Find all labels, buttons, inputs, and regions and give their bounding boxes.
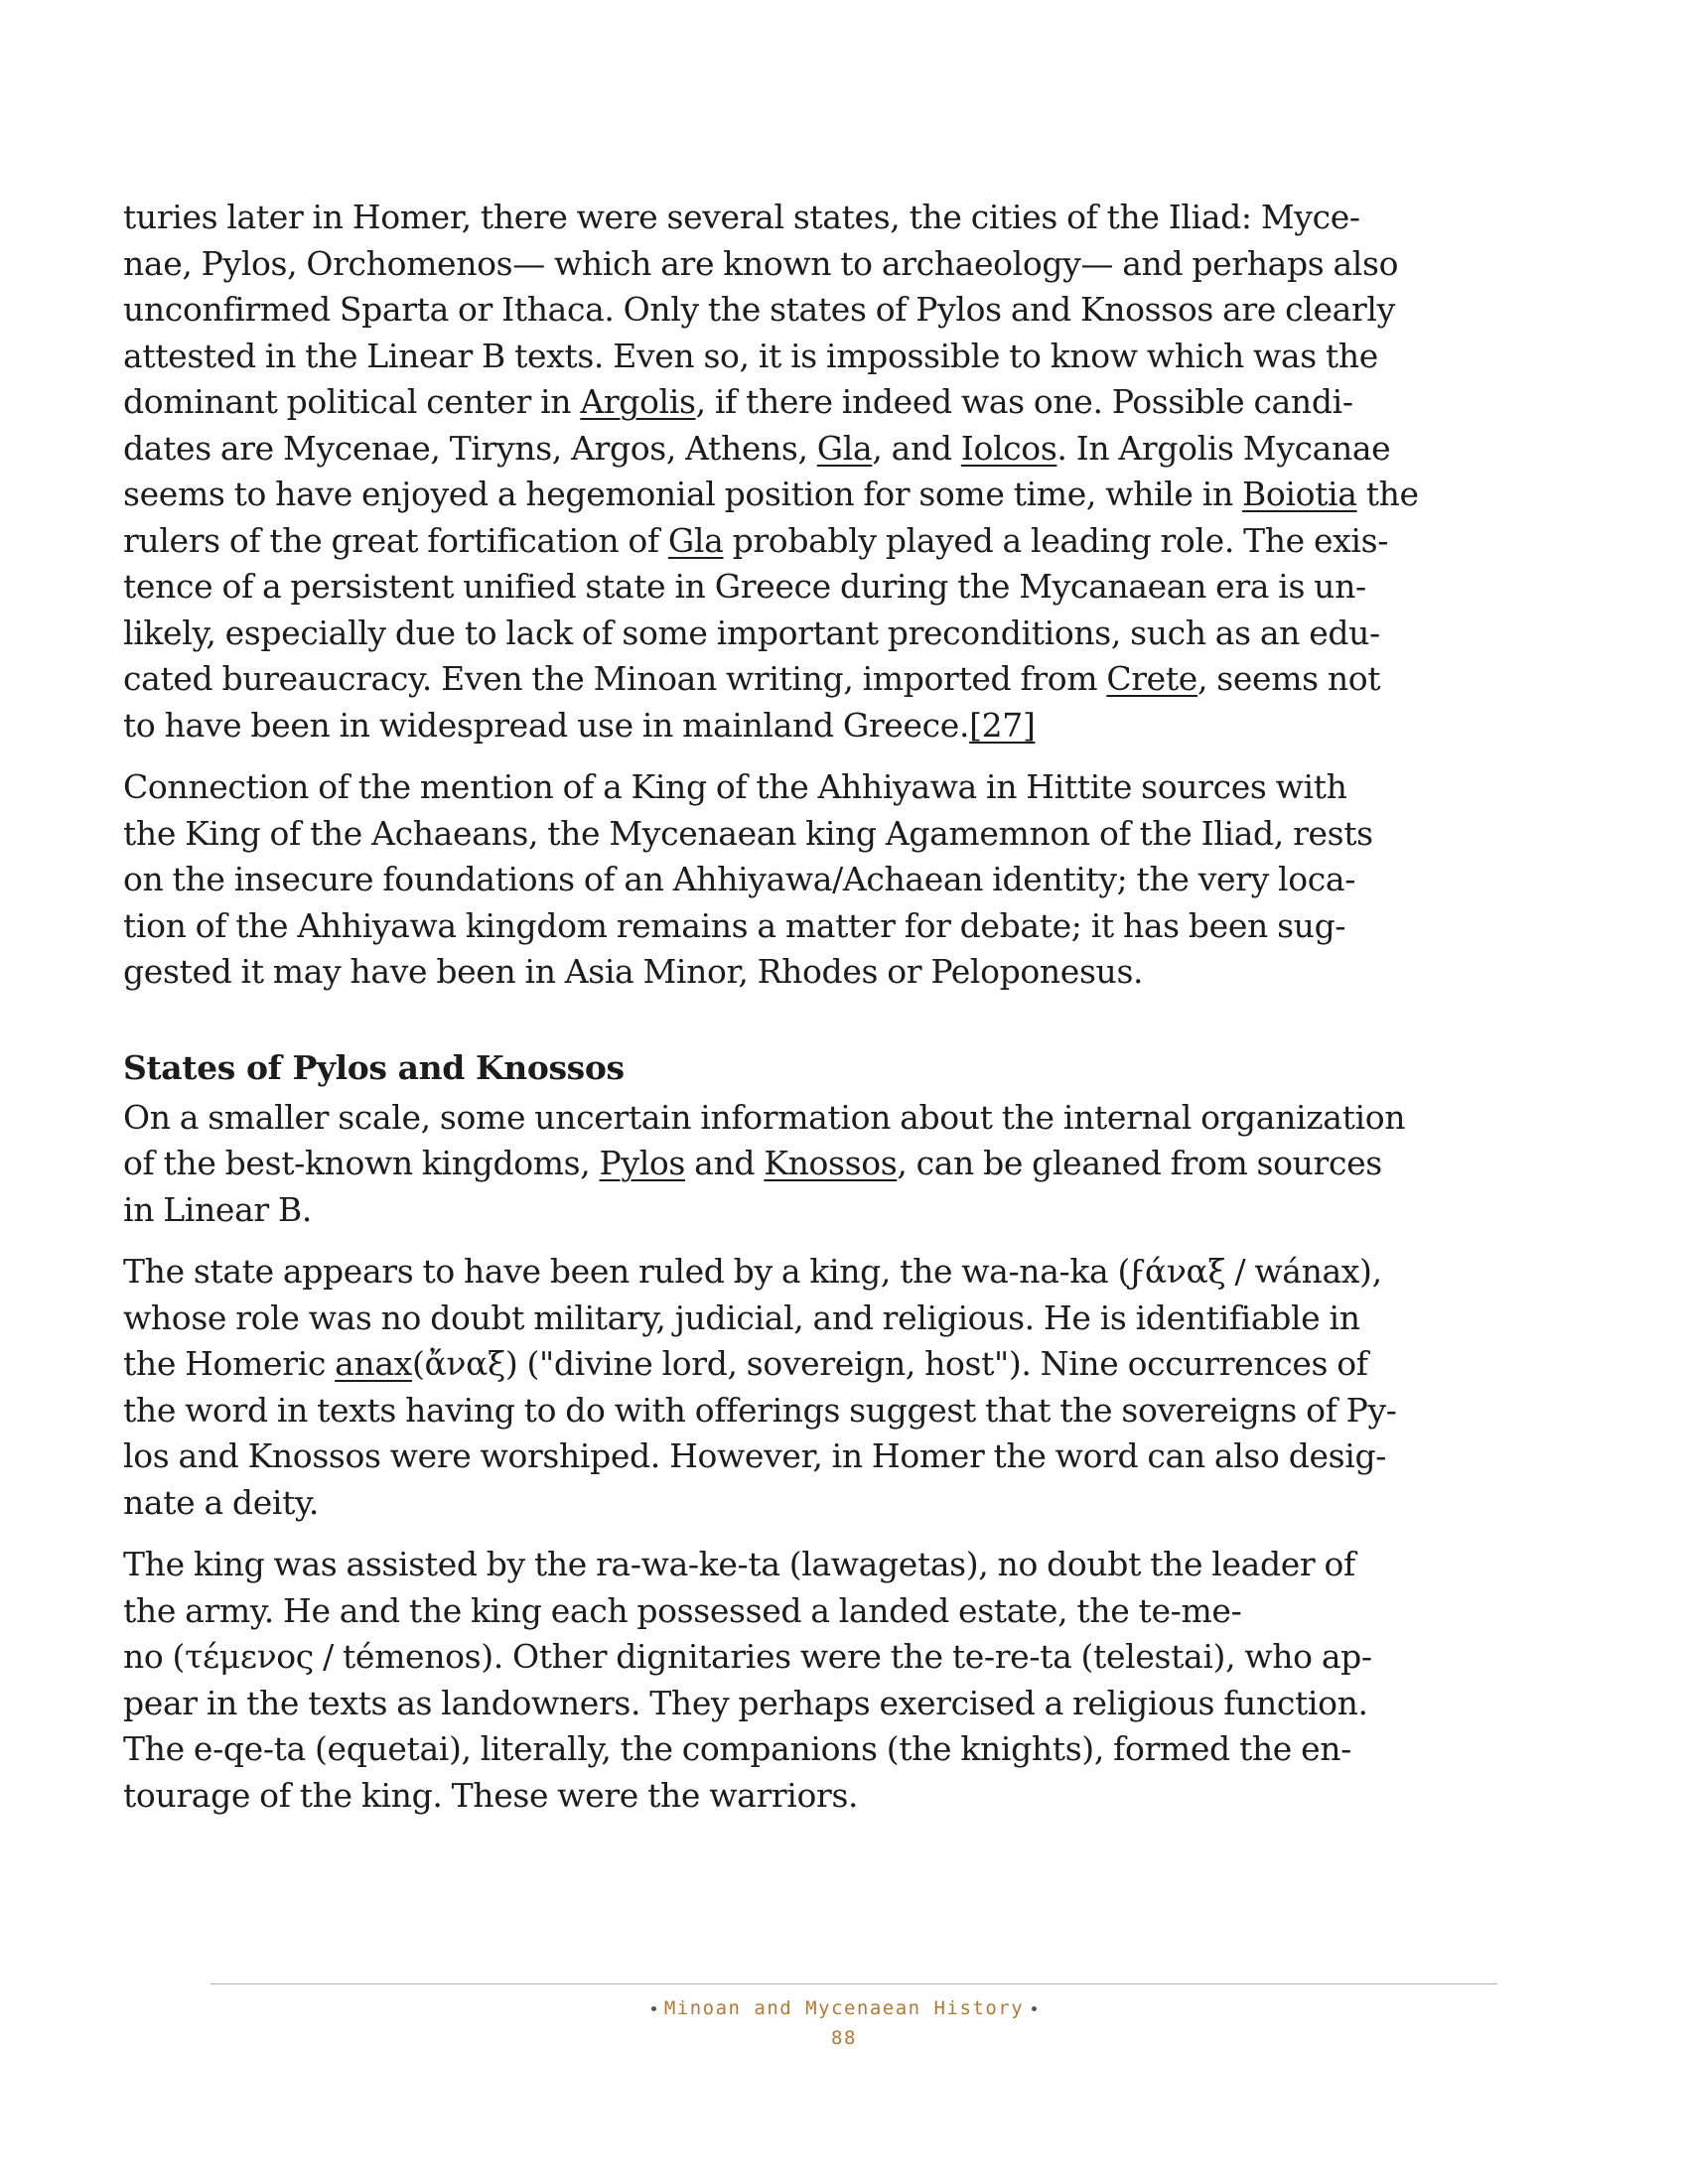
paragraph-4 [123, 1249, 1583, 1526]
text-segment: cated bureaucracy. Even the Minoan writing, imported from [123, 659, 1107, 698]
link-crete[interactable]: Crete [1106, 659, 1197, 698]
text-segment: to have been in widespread use in mainland Greece. [123, 705, 970, 745]
text-line: likely, especially due to lack of some important preconditions, such as an edu- [123, 613, 1380, 652]
text-segment: (ἄναξ) ("divine lord, sovereign, host"). Nine occurrences of [411, 1344, 1368, 1383]
text-line: tence of a persistent unified state in Greece during the Mycanaean era is un- [123, 567, 1366, 606]
text-line: the army. He and the king each possessed a landed estate, the te-me- [123, 1590, 1242, 1630]
text-line: the King of the Achaeans, the Mycenaean king Agamemnon of the Iliad, rests [123, 813, 1373, 853]
text-segment: . In Argolis Mycanae [1056, 428, 1391, 468]
link-boiotia[interactable]: Boiotia [1241, 475, 1357, 513]
footer-title [0, 1997, 1688, 2019]
text-line: no (τέμενος / témenos). Other dignitaries were the te-re-ta (telestai), who ap- [123, 1637, 1372, 1676]
text-line [123, 1341, 1583, 1388]
paragraph-2 [123, 764, 1583, 996]
paragraph-5 [123, 1542, 1583, 1819]
paragraph-3 [123, 1095, 1583, 1234]
text-line [123, 518, 1583, 565]
text-segment: seems to have enjoyed a hegemonial position for some time, while in [123, 475, 1242, 513]
bullet-icon [1032, 2006, 1037, 2011]
text-line: unconfirmed Sparta or Ithaca. Only the states of Pylos and Knossos are clearly [123, 290, 1395, 329]
text-line: nate a deity. [123, 1482, 320, 1522]
text-line: on the insecure foundations of an Ahhiyawa/Achaean identity; the very loca- [123, 860, 1356, 898]
text-line: nae, Pylos, Orchomenos— which are known to archaeology— and perhaps also [123, 243, 1399, 283]
link-gla-2[interactable]: Gla [667, 520, 724, 560]
text-line: Connection of the mention of a King of the Ahhiyawa in Hittite sources with [123, 767, 1347, 806]
text-segment: and [685, 1144, 765, 1182]
text-segment: the Homeric [123, 1344, 336, 1383]
text-line: in Linear B. [123, 1189, 313, 1229]
text-line: The e-qe-ta (equetai), literally, the companions (the knights), formed the en- [123, 1729, 1351, 1768]
text-line: The king was assisted by the ra-wa-ke-ta (lawagetas), no doubt the leader of [123, 1545, 1355, 1583]
text-line: On a smaller scale, some uncertain information about the internal organization [123, 1097, 1406, 1137]
text-line [123, 472, 1583, 518]
text-segment: , and [872, 428, 961, 468]
link-iolcos[interactable]: Iolcos [960, 428, 1057, 468]
text-line [123, 379, 1583, 426]
text-segment: of the best-known kingdoms, [123, 1144, 600, 1182]
text-line: The state appears to have been ruled by a king, the wa-na-ka (ϝάναξ / wánax), [123, 1252, 1382, 1291]
text-segment: dates are Mycenae, Tiryns, Argos, Athens, [123, 428, 817, 468]
text-segment: , if there indeed was one. Possible candi- [695, 382, 1353, 421]
footer-divider [211, 1983, 1497, 1984]
link-anax[interactable]: anax [335, 1344, 412, 1383]
text-line [123, 703, 1583, 750]
paragraph-1 [123, 195, 1583, 749]
text-line: attested in the Linear B texts. Even so, it is impossible to know which was the [123, 336, 1378, 375]
text-line: los and Knossos were worshiped. However, in Homer the word can also desig- [123, 1436, 1387, 1475]
text-line: whose role was no doubt military, judicial, and religious. He is identifiable in [123, 1297, 1360, 1337]
text-line [123, 426, 1583, 473]
footnote-link-27[interactable]: [27] [969, 705, 1036, 745]
book-title: Minoan and Mycenaean History [663, 1997, 1025, 2019]
text-segment: , seems not [1196, 659, 1381, 698]
text-line: gested it may have been in Asia Minor, Rhodes or Peloponesus. [123, 952, 1144, 991]
text-line [123, 1141, 1583, 1187]
text-line [123, 656, 1583, 703]
text-segment: , can be gleaned from sources [897, 1144, 1382, 1182]
text-segment: rulers of the great fortification of [123, 520, 668, 560]
text-line: tourage of the king. These were the warriors. [123, 1775, 859, 1815]
page-body [123, 195, 1583, 1835]
page-number: 88 [831, 2027, 857, 2049]
link-gla[interactable]: Gla [816, 428, 873, 468]
text-segment: probably played a leading role. The exis- [723, 520, 1389, 560]
text-segment: the [1356, 475, 1419, 513]
text-segment: dominant political center in [123, 382, 581, 421]
link-knossos[interactable]: Knossos [764, 1144, 898, 1182]
text-line: the word in texts having to do with offerings suggest that the sovereigns of Py- [123, 1390, 1397, 1430]
link-pylos[interactable]: Pylos [599, 1144, 686, 1182]
text-line: tion of the Ahhiyawa kingdom remains a matter for debate; it has been sug- [123, 905, 1346, 945]
text-line: pear in the texts as landowners. They perhaps exercised a religious function. [123, 1683, 1368, 1722]
section-heading: States of Pylos and Knossos [123, 1047, 625, 1087]
text-line: turies later in Homer, there were several states, the cities of the Iliad: Myce- [123, 198, 1360, 236]
bullet-icon [651, 2006, 656, 2011]
link-argolis[interactable]: Argolis [580, 382, 696, 421]
